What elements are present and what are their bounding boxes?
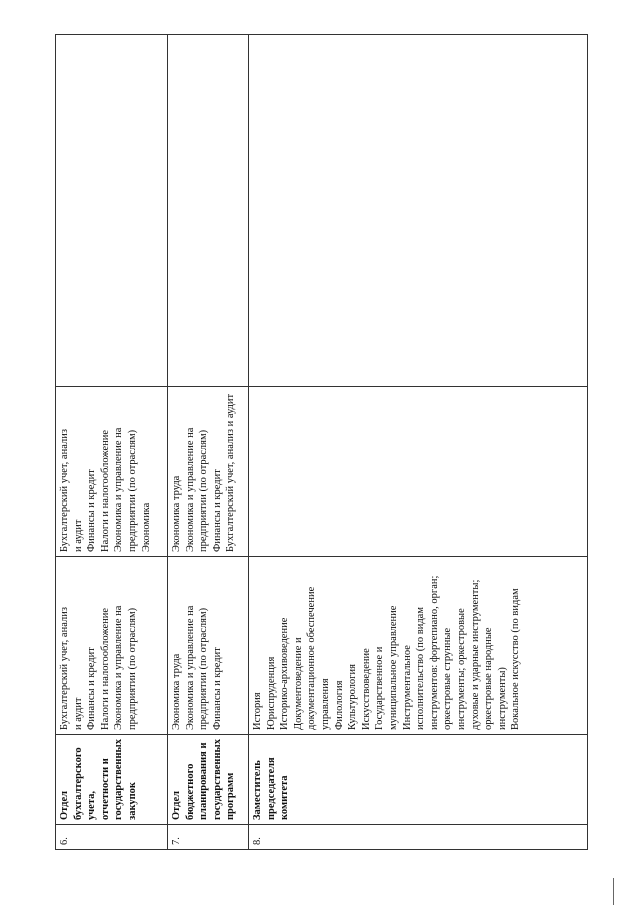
specialties-cell-a xyxy=(249,557,588,735)
specialty-line: Экономика и управление на xyxy=(113,605,125,730)
specialty-line: Финансы и кредит xyxy=(86,469,98,552)
specialty-line: Вокальное искусство (по видам xyxy=(510,588,522,730)
specialties-cell-b xyxy=(168,387,249,557)
specialty-line: Юриспруденция xyxy=(265,656,277,730)
specialty-line: Экономика и управление на xyxy=(184,427,196,552)
department-name: Отдел бюджетного планирования и государственных программ xyxy=(168,735,249,825)
department-name: Отдел бухгалтерского учета, отчетности и государственных закупок xyxy=(56,735,168,825)
specialty-line: Финансы и кредит xyxy=(211,469,223,552)
specialty-line: инструменты; оркестровые xyxy=(455,608,467,730)
specialty-line: документационное обеспечение xyxy=(306,586,318,730)
specialty-line: и аудит xyxy=(72,697,84,730)
specialties-cell-a xyxy=(168,557,249,735)
row-number: 6. xyxy=(56,825,168,850)
specialty-line: Налоги и налогообложение xyxy=(99,429,111,552)
specialty-line: предприятии (по отраслям) xyxy=(126,607,138,730)
specialty-line: Финансы и кредит xyxy=(211,647,223,730)
specialty-line: предприятии (по отраслям) xyxy=(198,607,210,730)
specialty-line: Экономика и управление на xyxy=(184,605,196,730)
specialty-line: Экономика и управление на xyxy=(113,427,125,552)
specialty-line: Экономика труда xyxy=(171,653,182,730)
table-row xyxy=(249,35,588,850)
specialty-line: инструментов: фортепиано, орган; xyxy=(428,575,440,730)
specialty-line: Финансы и кредит xyxy=(86,647,98,730)
specialty-line: Экономика xyxy=(140,502,152,552)
specialties-table xyxy=(55,34,588,850)
specialty-line: Бухгалтерский учет, анализ и аудит xyxy=(225,393,237,552)
specialty-line: Искусствоведение xyxy=(360,648,372,730)
specialty-line: Филология xyxy=(333,680,345,730)
specialty-line: Инструментальное xyxy=(401,645,413,730)
specialty-line: История xyxy=(252,692,263,730)
specialty-line: Налоги и налогообложение xyxy=(99,607,111,730)
specialty-line: Государственное и xyxy=(374,646,386,730)
specialty-line: Бухгалтерский учет, анализ xyxy=(59,607,70,730)
specialty-line: предприятии (по отраслям) xyxy=(126,429,138,552)
specialty-line: управления xyxy=(319,678,331,730)
specialty-line: Культурология xyxy=(347,664,359,730)
specialty-line: и аудит xyxy=(72,519,84,552)
table-row xyxy=(56,35,168,850)
specialty-line: Документоведение и xyxy=(292,637,304,730)
specialty-line: Историко-архивоведение xyxy=(279,617,291,730)
specialties-cell-b xyxy=(56,387,168,557)
specialties-cell-b xyxy=(249,387,588,557)
row-number: 8. xyxy=(249,825,588,850)
specialty-line: инструменты) xyxy=(496,667,508,730)
specialty-line: оркестровые струнные xyxy=(442,627,454,730)
specialty-line: Бухгалтерский учет, анализ xyxy=(59,429,70,552)
department-name: Заместитель председателя комитета xyxy=(249,735,588,825)
empty-cell xyxy=(249,35,588,387)
specialty-line: исполнительство (по видам xyxy=(415,607,427,730)
table-row xyxy=(168,35,249,850)
specialty-line: предприятии (по отраслям) xyxy=(198,429,210,552)
specialty-line: Экономика труда xyxy=(171,475,182,552)
specialty-line: оркестровые народные xyxy=(483,627,495,730)
specialty-line: муниципальное управление xyxy=(387,605,399,730)
empty-cell xyxy=(168,35,249,387)
empty-cell xyxy=(56,35,168,387)
row-number: 7. xyxy=(168,825,249,850)
page-edge-line xyxy=(613,878,614,905)
specialty-line: духовые и ударные инструменты; xyxy=(469,579,481,730)
rotated-table-wrapper xyxy=(55,35,587,850)
specialties-cell-a xyxy=(56,557,168,735)
